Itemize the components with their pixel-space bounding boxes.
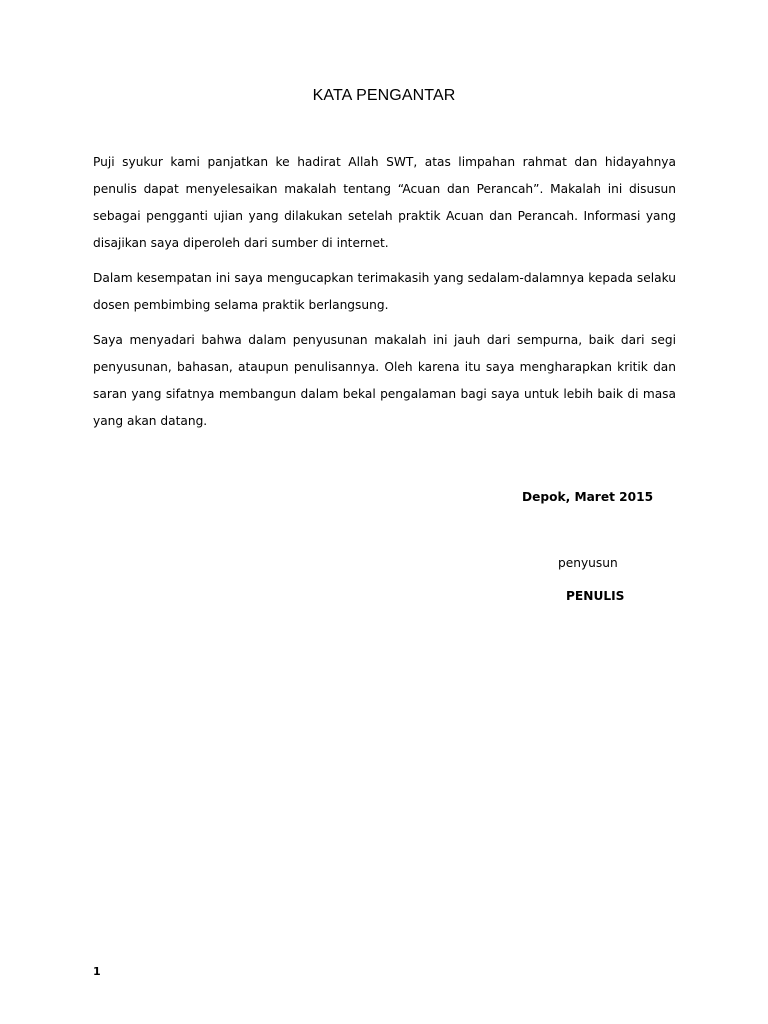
page-title: KATA PENGANTAR [312,87,456,104]
document-body [93,149,676,443]
signature-role: penyusun [558,556,618,570]
signature-place-date: Depok, Maret 2015 [522,490,654,504]
paragraph-closing: Saya menyadari bahwa dalam penyusunan makalah ini jauh dari sempurna, baik dari segi penyusunan, bahasan, ataupun penulisannya. Oleh karena itu saya mengharapkan kritik dan saran yang sifatnya membangun dalam bekal pengalaman bagi saya untuk lebih baik di masa yang akan datang. [93,333,676,428]
paragraph-thanks: Dalam kesempatan ini saya mengucapkan terimakasih yang sedalam-dalamnya kepada selaku dosen pembimbing selama praktik berlangsung. [93,271,676,312]
paragraph-intro: Puji syukur kami panjatkan ke hadirat Allah SWT, atas limpahan rahmat dan hidayahnya penulis dapat menyelesaikan makalah tentang “Acuan dan Perancah”. Makalah ini disusun sebagai pengganti ujian yang dilakukan setelah praktik Acuan dan Perancah. Informasi yang disajikan saya diperoleh dari sumber di internet. [93,155,676,250]
signature-name: PENULIS [566,589,625,603]
page-number: 1 [93,965,101,978]
